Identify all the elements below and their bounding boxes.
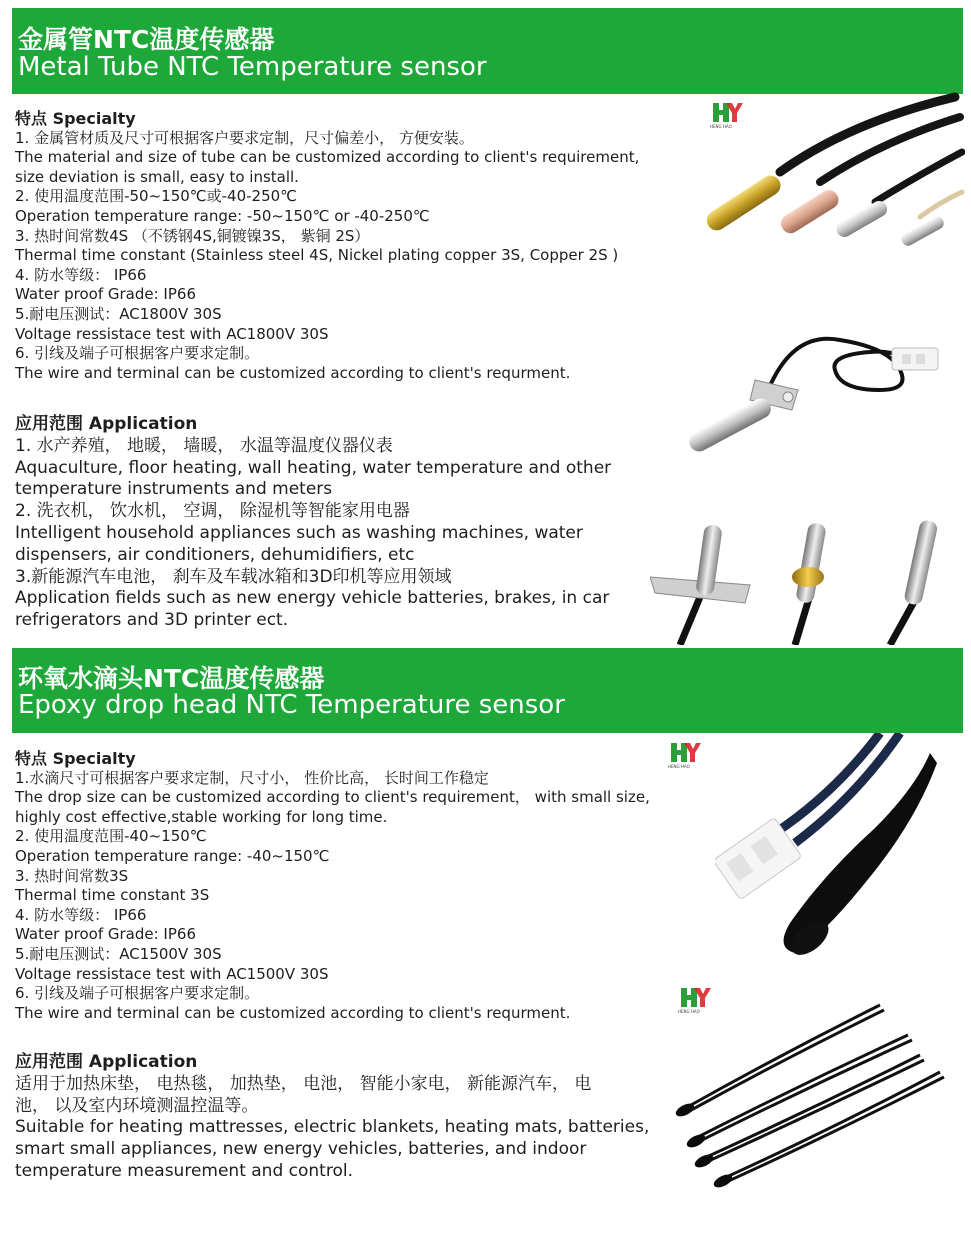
application-line: smart small appliances, new energy vehicles, batteries, and indoor	[15, 1139, 587, 1160]
application-line: Suitable for heating mattresses, electric blankets, heating mats, batteries,	[15, 1117, 650, 1138]
specialty-line: 1.水滴尺寸可根据客户要求定制，尺寸小， 性价比高， 长时间工作稳定	[15, 768, 489, 787]
application-line: temperature instruments and meters	[15, 479, 333, 500]
specialty-line: Thermal time constant (Stainless steel 4S, Nickel plating copper 3S, Copper 2S )	[15, 246, 619, 265]
logo-text: HENG HAO	[668, 764, 690, 769]
metal-tube-probes-image	[700, 92, 965, 252]
application-line: 适用于加热床垫， 电热毯， 加热垫， 电池， 智能小家电， 新能源汽车， 电	[15, 1073, 592, 1094]
application-line: 1. 水产养殖， 地暖， 墙暖， 水温等温度仪器仪表	[15, 435, 393, 456]
section1-title-en: Metal Tube NTC Temperature sensor	[18, 52, 487, 82]
logo-text: HENG HAO	[678, 1009, 700, 1014]
specialty-heading: 特点 Specialty	[15, 749, 136, 768]
epoxy-drop-sensor-image	[715, 733, 940, 963]
flange-probe-image	[680, 330, 945, 455]
specialty-line: The wire and terminal can be customized according to client's requrment.	[15, 363, 571, 382]
section1-banner	[12, 8, 963, 94]
application-line: 池， 以及室内环境测温控温等。	[15, 1095, 259, 1116]
specialty-line: 2. 使用温度范围-40~150℃	[15, 827, 207, 846]
application-line: 3.新能源汽车电池， 刹车及车载冰箱和3D印机等应用领域	[15, 566, 452, 587]
specialty-line: Water proof Grade: IP66	[15, 925, 196, 944]
specialty-line: highly cost effective,stable working for long time.	[15, 807, 388, 826]
application-line: Aquaculture, floor heating, wall heating, water temperature and other	[15, 457, 612, 478]
specialty-line: Operation temperature range: -40~150℃	[15, 846, 330, 865]
specialty-line: 4. 防水等级： IP66	[15, 265, 147, 284]
specialty-line: Water proof Grade: IP66	[15, 285, 196, 304]
section2-title-cn: 环氧水滴头NTC温度传感器	[18, 664, 325, 693]
application-line: refrigerators and 3D printer ect.	[15, 610, 289, 631]
section1-application	[15, 414, 611, 632]
logo-text: HENG HAO	[710, 124, 732, 129]
heng-hao-logo	[668, 740, 702, 774]
specialty-line: Voltage ressistace test with AC1500V 30S	[15, 964, 329, 983]
application-line: Application fields such as new energy vehicle batteries, brakes, in car	[15, 588, 610, 609]
specialty-line: size deviation is small, easy to install.	[15, 167, 299, 186]
application-heading: 应用范围 Application	[15, 1052, 198, 1072]
section2-specialty	[15, 749, 650, 1023]
section2-application	[15, 1052, 649, 1183]
thin-wire-sensors-image	[670, 1000, 960, 1190]
section1-title-cn: 金属管NTC温度传感器	[18, 25, 275, 54]
section1-specialty	[15, 109, 639, 383]
specialty-heading: 特点 Specialty	[15, 109, 136, 128]
specialty-line: The drop size can be customized according to client's requirement， with small size,	[15, 788, 650, 807]
section2-banner	[12, 648, 963, 733]
specialty-line: Voltage ressistace test with AC1800V 30S	[15, 324, 329, 343]
specialty-line: Thermal time constant 3S	[15, 886, 210, 905]
specialty-line: 6. 引线及端子可根据客户要求定制。	[15, 344, 260, 363]
specialty-line: 3. 热时间常数4S （不锈钢4S,铜镀镍3S， 紫铜 2S）	[15, 226, 370, 245]
specialty-line: The wire and terminal can be customized according to client's requrment.	[15, 1003, 571, 1022]
application-line: dispensers, air conditioners, dehumidifiers, etc	[15, 544, 415, 565]
application-line: 2. 洗衣机， 饮水机， 空调， 除湿机等智能家用电器	[15, 501, 410, 522]
specialty-line: 6. 引线及端子可根据客户要求定制。	[15, 984, 260, 1003]
specialty-line: 2. 使用温度范围-50~150℃或-40-250℃	[15, 187, 298, 206]
specialty-line: 4. 防水等级： IP66	[15, 905, 147, 924]
specialty-line: 3. 热时间常数3S	[15, 866, 129, 885]
application-line: temperature measurement and control.	[15, 1160, 353, 1181]
specialty-line: 5.耐电压测试：AC1800V 30S	[15, 304, 222, 323]
specialty-line: 1. 金属管材质及尺寸可根据客户要求定制，尺寸偏差小， 方便安装。	[15, 128, 474, 147]
application-heading: 应用范围 Application	[15, 414, 198, 434]
specialty-line: 5.耐电压测试：AC1500V 30S	[15, 944, 222, 963]
specialty-line: The material and size of tube can be customized according to client's requirement,	[15, 148, 640, 167]
section2-title-en: Epoxy drop head NTC Temperature sensor	[18, 690, 565, 720]
bolt-probes-image	[650, 515, 950, 645]
specialty-line: Operation temperature range: -50~150℃ or -40-250℃	[15, 206, 430, 225]
application-line: Intelligent household appliances such as washing machines, water	[15, 522, 583, 543]
